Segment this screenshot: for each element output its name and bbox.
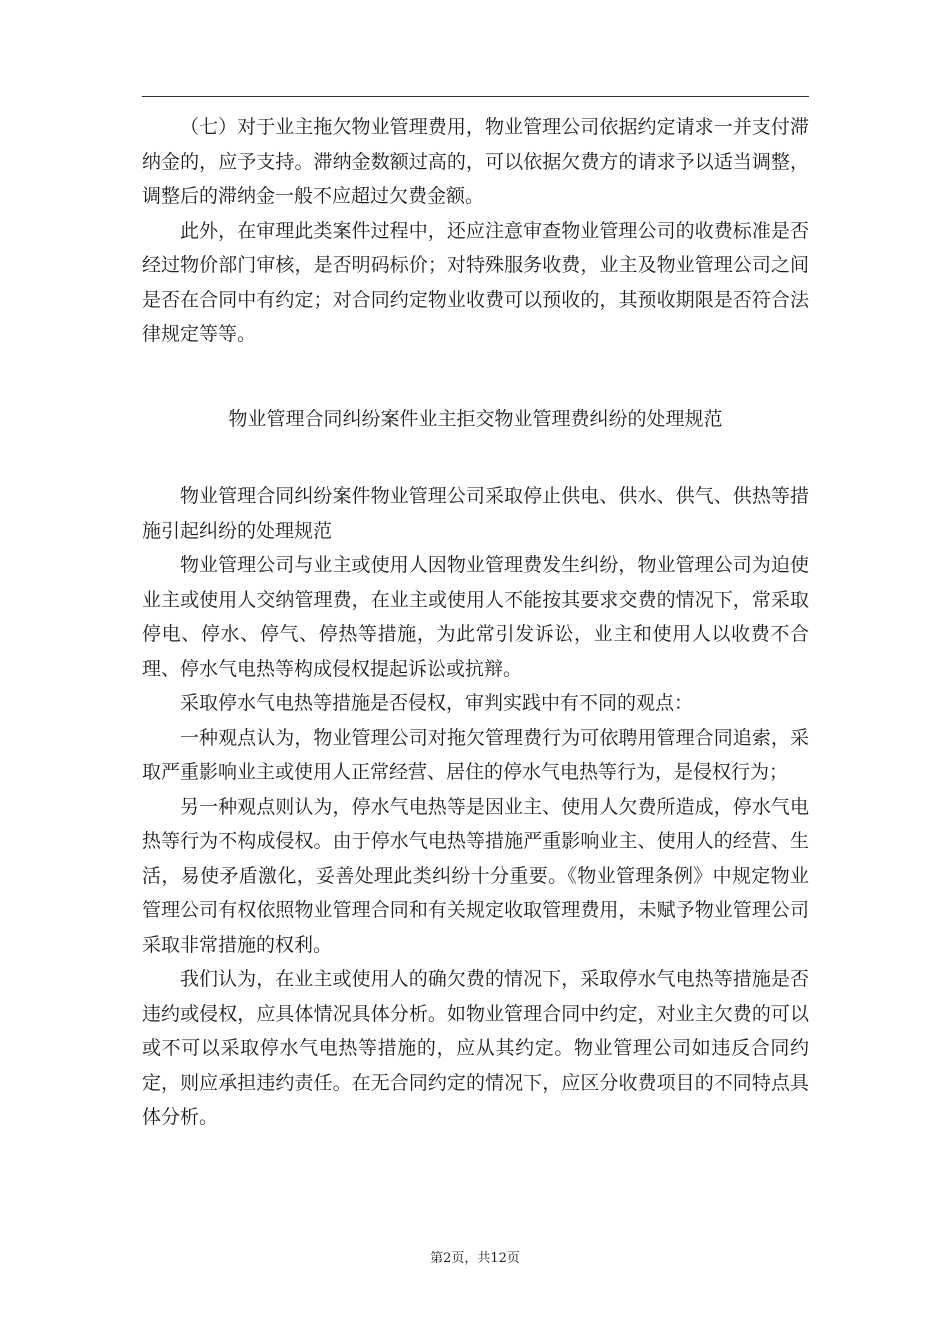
paragraph-additional-review: 此外，在审理此类案件过程中，还应注意审查物业管理公司的收费标准是否经过物价部门审核，是否明码标价；对特殊服务收费，业主及物业管理公司之间是否在合同中有约定；对合同约定物业收费可以预收的，其预收期限是否符合法律规定等等。 xyxy=(142,219,809,345)
paragraph-late-fee: （七）对于业主拖欠物业管理费用，物业管理公司依据约定请求一并支付滞纳金的，应予支持。滞纳金数额过高的，可以依据欠费方的请求予以适当调整，调整后的滞纳金一般不应超过欠费金额。 xyxy=(142,116,809,207)
document-body xyxy=(142,110,809,1135)
paragraph-view-two: 另一种观点则认为，停水气电热等是因业主、使用人欠费所造成，停水气电热等行为不构成侵权。由于停水气电热等措施严重影响业主、使用人的经营、生活，易使矛盾激化，妥善处理此类纠纷十分重要。《物业管理条例》中规定物业管理公司有权依照物业管理合同和有关规定收取管理费用，未赋予物业管理公司采取非常措施的权利。 xyxy=(142,795,809,956)
paragraph-subheading: 物业管理合同纠纷案件物业管理公司采取停止供电、供水、供气、供热等措施引起纠纷的处理规范 xyxy=(142,485,809,542)
paragraph-view-one: 一种观点认为，物业管理公司对拖欠管理费行为可依聘用管理合同追索，采取严重影响业主或使用人正常经营、居住的停水气电热等行为，是侵权行为； xyxy=(142,726,809,783)
header-rule xyxy=(142,96,809,97)
section-heading: 物业管理合同纠纷案件业主拒交物业管理费纠纷的处理规范 xyxy=(228,407,723,430)
page-number: 第2页，共12页 xyxy=(430,1251,520,1266)
paragraph-our-opinion: 我们认为，在业主或使用人的确欠费的情况下，采取停水气电热等措施是否违约或侵权，应具体情况具体分析。如物业管理合同中约定，对业主欠费的可以或不可以采取停水气电热等措施的，应从其约定。物业管理公司如违反合同约定，则应承担违约责任。在无合同约定的情况下，应区分收费项目的不同特点具体分析。 xyxy=(142,968,809,1128)
paragraph-differing-views: 采取停水气电热等措施是否侵权，审判实践中有不同的观点： xyxy=(180,692,694,714)
paragraph-dispute-background: 物业管理公司与业主或使用人因物业管理费发生纠纷，物业管理公司为迫使业主或使用人交纳管理费，在业主或使用人不能按其要求交费的情况下，常采取停电、停水、停气、停热等措施，为此常引发诉讼，业主和使用人以收费不合理、停水气电热等构成侵权提起诉讼或抗辩。 xyxy=(142,554,809,680)
